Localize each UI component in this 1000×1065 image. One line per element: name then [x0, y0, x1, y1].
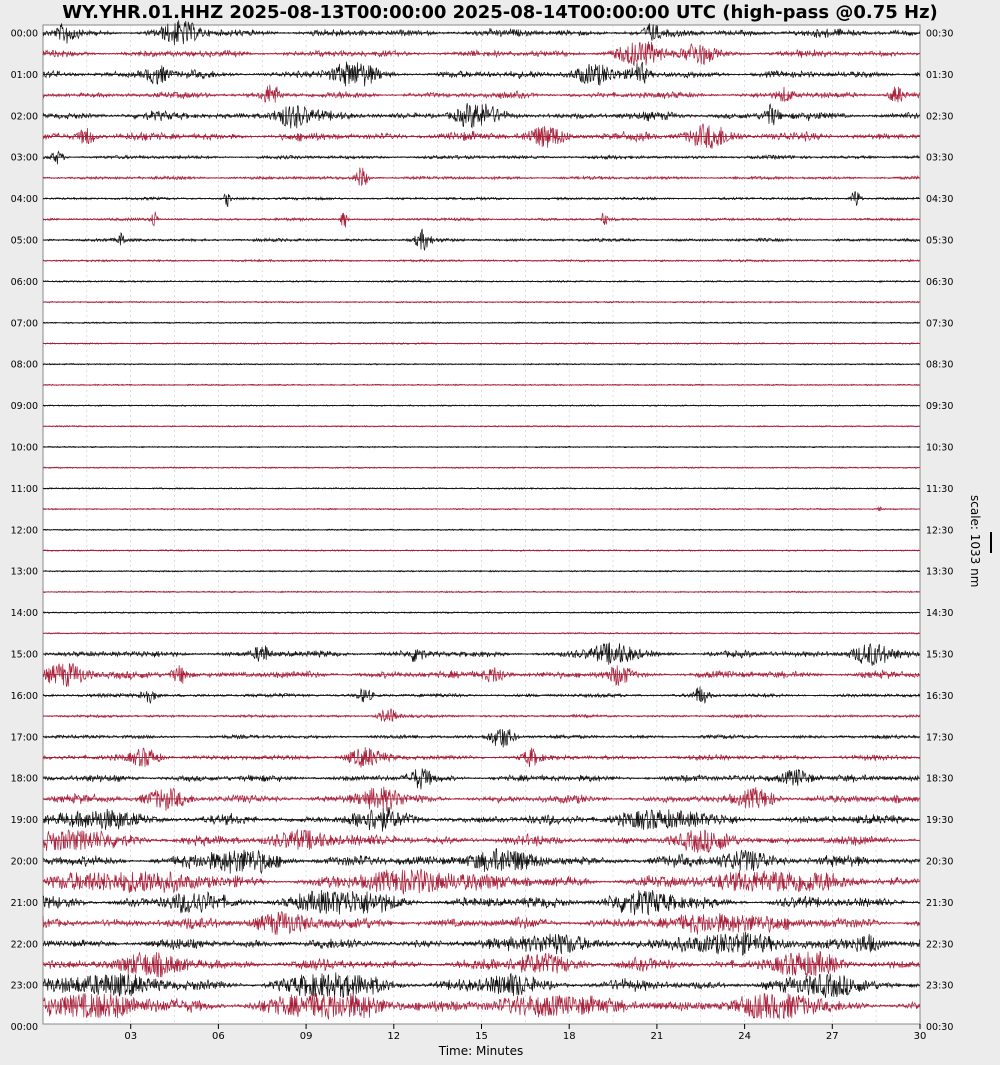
left-hour-label: 01:00 — [10, 69, 38, 81]
right-hour-label: 23:30 — [926, 980, 954, 992]
x-tick-label: 12 — [387, 1031, 401, 1042]
left-hour-label: 10:00 — [10, 442, 38, 454]
right-hour-label: 00:30 — [926, 1022, 954, 1034]
right-hour-label: 13:30 — [926, 566, 954, 578]
x-tick-label: 27 — [825, 1031, 839, 1042]
x-axis-label: Time: Minutes — [438, 1044, 524, 1058]
plot-area — [43, 25, 920, 1024]
right-hour-label: 20:30 — [926, 856, 954, 868]
x-tick-label: 30 — [913, 1031, 927, 1042]
right-hour-label: 17:30 — [926, 732, 954, 744]
left-hour-label: 07:00 — [10, 318, 38, 330]
right-hour-label: 19:30 — [926, 815, 954, 827]
left-hour-label: 00:00 — [10, 1022, 38, 1034]
left-hour-label: 03:00 — [10, 152, 38, 164]
right-hour-label: 15:30 — [926, 649, 954, 661]
right-hour-label: 14:30 — [926, 608, 954, 620]
left-hour-label: 12:00 — [10, 525, 38, 537]
left-hour-label: 04:00 — [10, 194, 38, 206]
left-hour-label: 16:00 — [10, 690, 38, 702]
left-hour-label: 18:00 — [10, 773, 38, 785]
right-hour-label: 03:30 — [926, 152, 954, 164]
right-hour-label: 18:30 — [926, 773, 954, 785]
right-hour-label: 07:30 — [926, 318, 954, 330]
x-tick-label: 24 — [738, 1031, 751, 1042]
left-hour-label: 05:00 — [10, 235, 38, 247]
right-hour-label: 04:30 — [926, 194, 954, 206]
left-hour-label: 17:00 — [10, 732, 38, 744]
left-hour-label: 08:00 — [10, 359, 38, 371]
right-hour-label: 21:30 — [926, 897, 954, 909]
x-tick-label: 09 — [299, 1031, 313, 1042]
x-tick-label: 18 — [562, 1031, 576, 1042]
left-hour-label: 02:00 — [10, 111, 38, 123]
left-hour-label: 11:00 — [10, 483, 38, 495]
x-tick-label: 06 — [212, 1031, 225, 1042]
right-hour-label: 02:30 — [926, 111, 954, 123]
right-hour-label: 00:30 — [926, 28, 954, 40]
left-hour-label: 13:00 — [10, 566, 38, 578]
right-hour-label: 11:30 — [926, 483, 954, 495]
right-hour-label: 09:30 — [926, 401, 954, 413]
right-hour-label: 22:30 — [926, 939, 954, 951]
right-hour-label: 10:30 — [926, 442, 954, 454]
chart-title: WY.YHR.01.HHZ 2025-08-13T00:00:00 2025-08-14T00:00:00 UTC (high-pass @0.75 Hz) — [62, 2, 938, 23]
right-hour-label: 08:30 — [926, 359, 954, 371]
left-hour-label: 20:00 — [10, 856, 38, 868]
left-hour-label: 21:00 — [10, 897, 38, 909]
left-hour-label: 22:00 — [10, 939, 38, 951]
left-hour-label: 14:00 — [10, 608, 38, 620]
right-hour-label: 01:30 — [926, 69, 954, 81]
x-tick-label: 21 — [650, 1031, 664, 1042]
left-hour-label: 09:00 — [10, 401, 38, 413]
left-hour-label: 19:00 — [10, 815, 38, 827]
x-tick-label: 15 — [475, 1031, 488, 1042]
left-hour-label: 15:00 — [10, 649, 38, 661]
left-hour-label: 23:00 — [10, 980, 38, 992]
scale-label: scale: 1033 nm — [968, 495, 982, 588]
x-tick-label: 03 — [124, 1031, 138, 1042]
right-hour-label: 06:30 — [926, 276, 954, 288]
left-hour-label: 06:00 — [10, 276, 38, 288]
right-hour-label: 16:30 — [926, 690, 954, 702]
right-hour-label: 12:30 — [926, 525, 954, 537]
left-hour-label: 00:00 — [10, 28, 38, 40]
right-hour-label: 05:30 — [926, 235, 954, 247]
